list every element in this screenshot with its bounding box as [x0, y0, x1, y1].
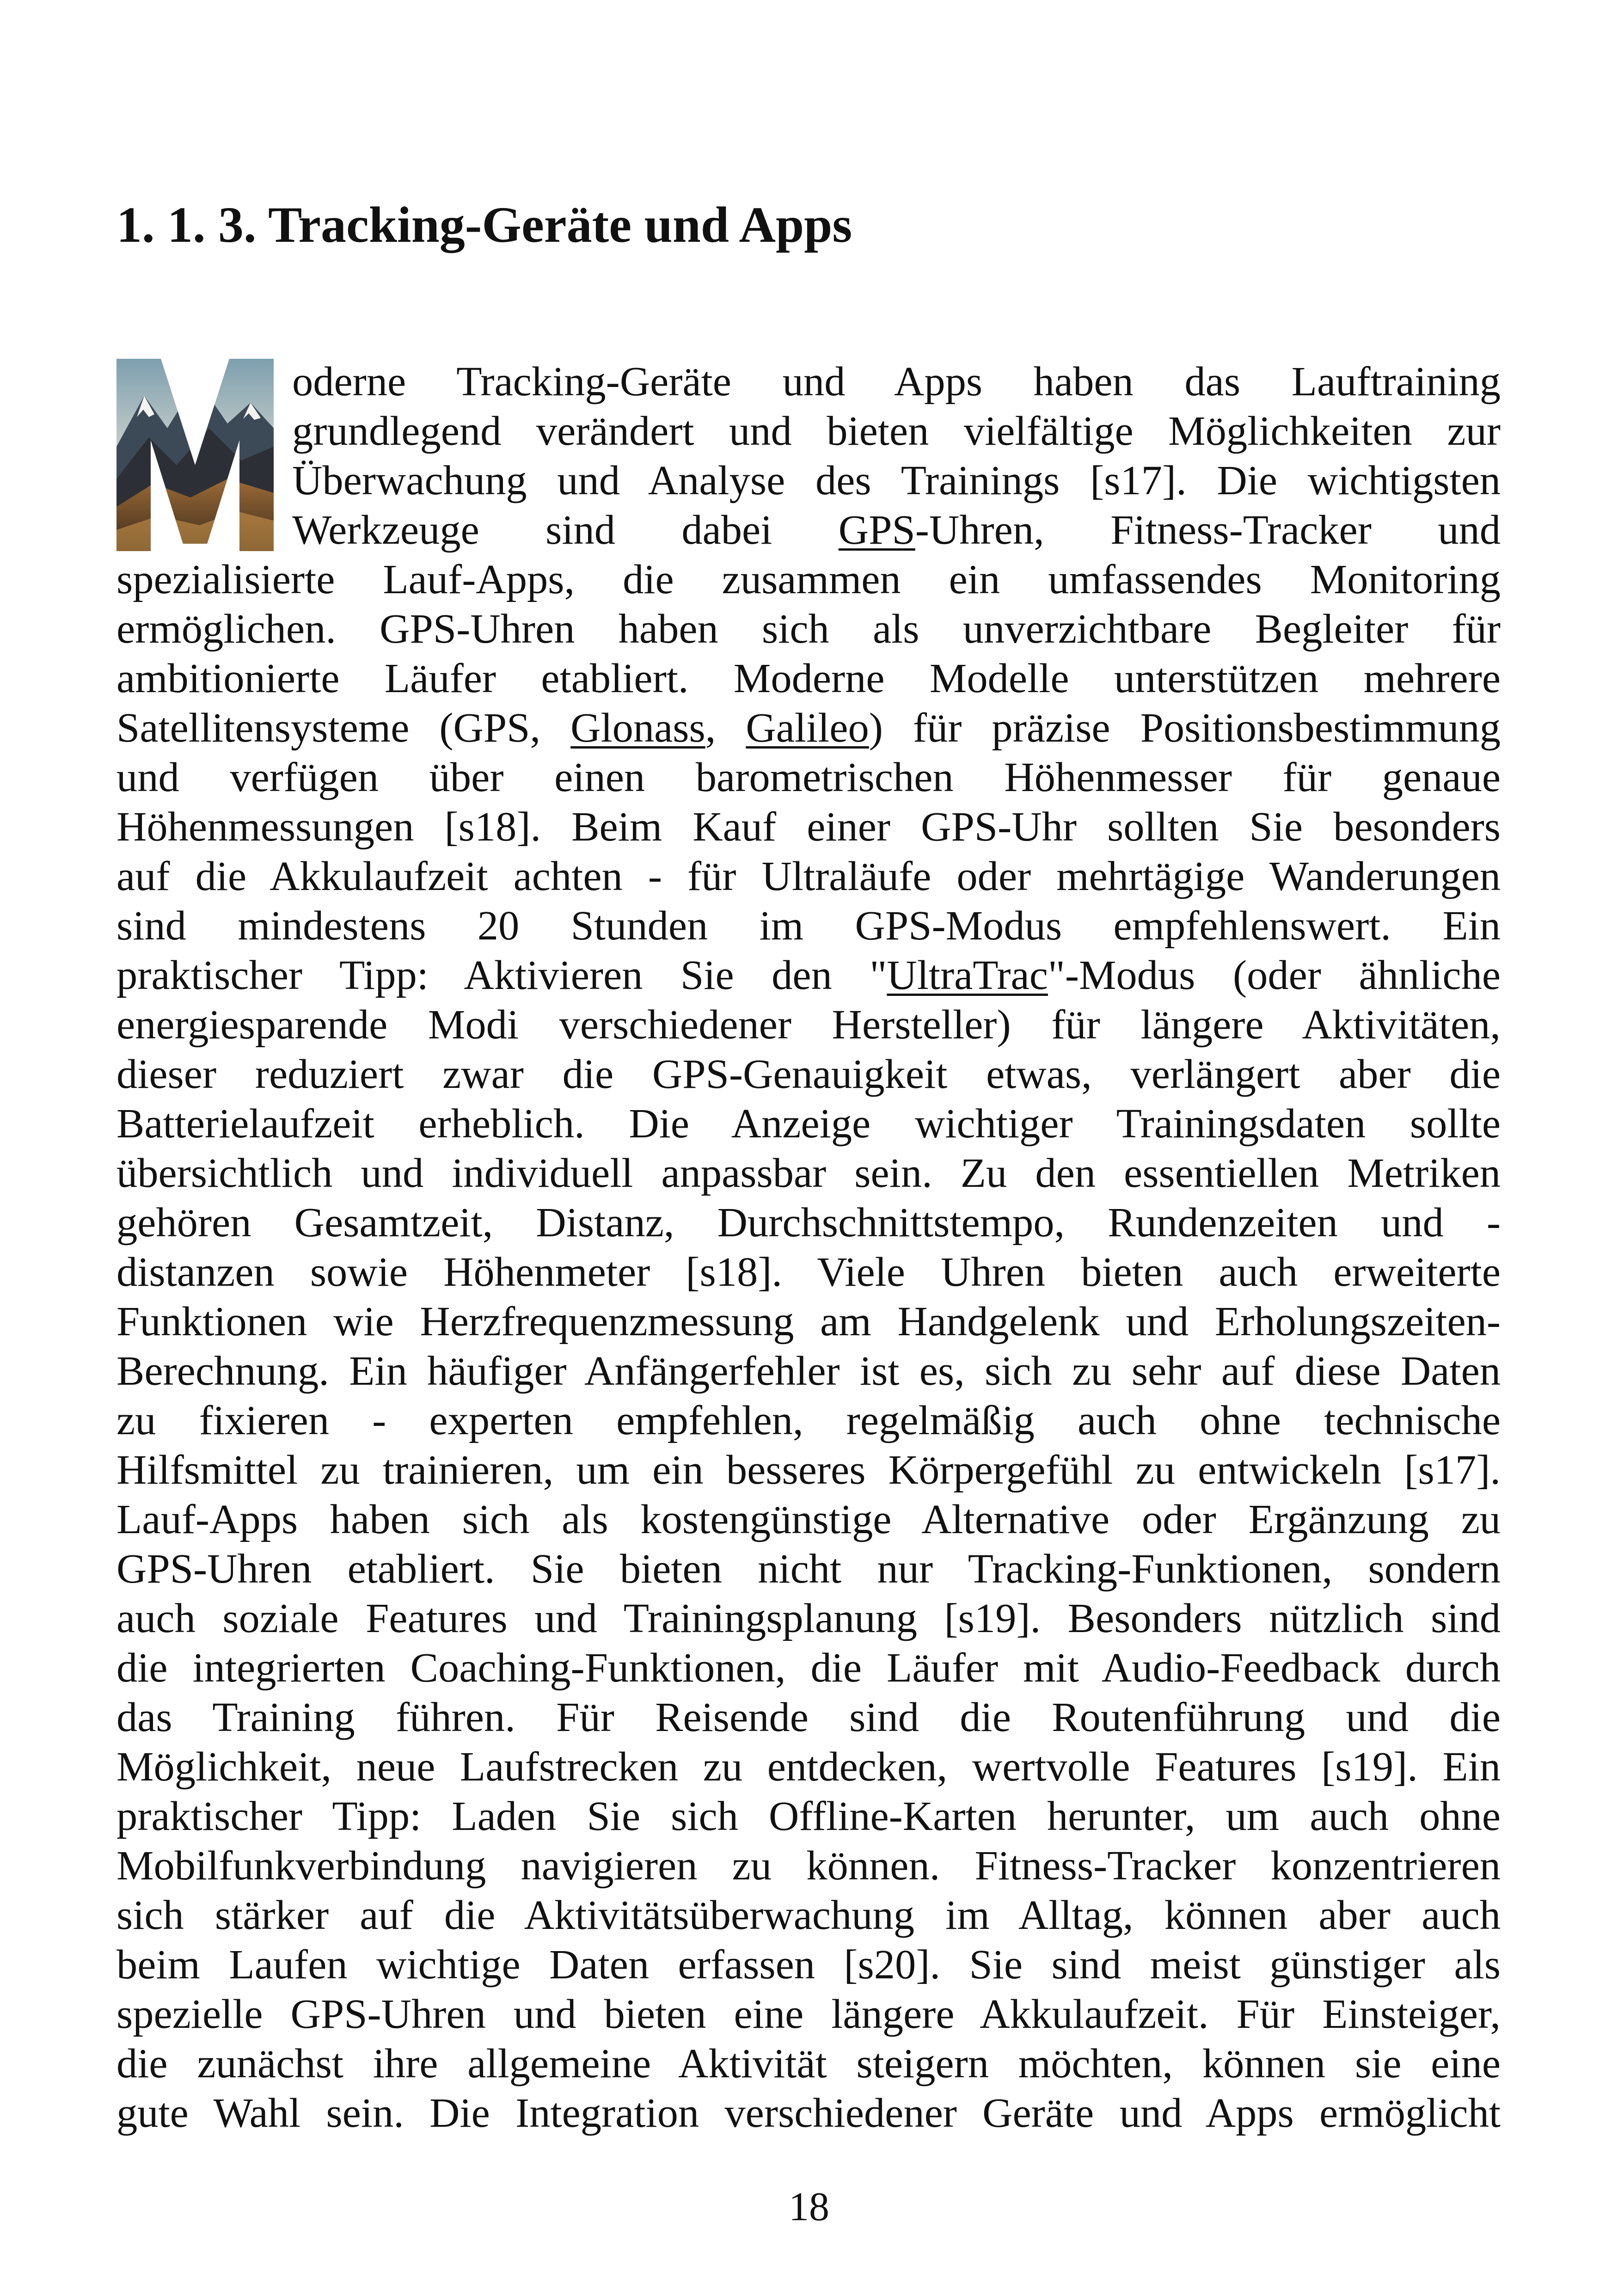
text-line — [116, 901, 1501, 950]
text-segment: distanzen sowie Höhenmeter [s18]. Viele Uhren bieten auch erweiterte — [116, 1248, 1501, 1295]
text-segment: energiesparende Modi verschiedener Hersteller) für längere Aktivitäten, — [116, 1001, 1501, 1048]
text-line — [292, 406, 1501, 455]
body-paragraph — [116, 356, 1501, 2141]
text-segment: grundlegend verändert und bieten vielfältige Möglichkeiten zur — [292, 407, 1501, 454]
text-line — [116, 1148, 1501, 1197]
text-segment: zu fixieren - experten empfehlen, regelmäßig auch ohne technische — [116, 1397, 1501, 1443]
text-segment: Möglichkeit, neue Laufstrecken zu entdecken, wertvolle Features [s19]. Ein — [116, 1743, 1501, 1790]
text-segment: oderne Tracking-Geräte und Apps haben das Lauftraining — [292, 358, 1501, 405]
text-line — [116, 2038, 1501, 2088]
text-segment: auch soziale Features und Trainingsplanung [s19]. Besonders nützlich sind — [116, 1595, 1501, 1641]
glossary-link[interactable]: Glonass — [570, 704, 705, 751]
text-line — [116, 1346, 1501, 1395]
text-line — [116, 604, 1501, 653]
text-line — [116, 1593, 1501, 1643]
text-segment: "-Modus (oder ähnliche — [1048, 952, 1501, 998]
page-number: 18 — [789, 2185, 829, 2229]
text-segment: , — [705, 704, 746, 751]
text-line — [116, 1940, 1501, 1989]
text-line — [116, 1989, 1501, 2038]
text-segment: Lauf-Apps haben sich als kostengünstige Alternative oder Ergänzung zu — [116, 1496, 1501, 1542]
text-segment: praktischer Tipp: Laden Sie sich Offline-Karten herunter, um auch ohne — [116, 1793, 1501, 1839]
text-line — [116, 802, 1501, 851]
text-segment: ambitionierte Läufer etabliert. Moderne Modelle unterstützen mehrere — [116, 655, 1501, 701]
text-line — [116, 1049, 1501, 1099]
text-segment: -Uhren, Fitness-Tracker und — [915, 506, 1501, 553]
text-line — [116, 950, 1501, 1000]
text-segment: Funktionen wie Herzfrequenzmessung am Handgelenk und Erholungszeiten- — [116, 1298, 1501, 1344]
text-segment: dieser reduziert zwar die GPS-Genauigkeit etwas, verlängert aber die — [116, 1050, 1501, 1097]
text-segment: gehören Gesamtzeit, Distanz, Durchschnittstempo, Rundenzeiten und - — [116, 1199, 1501, 1246]
text-segment: Werkzeuge sind dabei — [292, 506, 839, 553]
text-segment: das Training führen. Für Reisende sind die Routenführung und die — [116, 1694, 1501, 1740]
text-segment: GPS-Uhren etabliert. Sie bieten nicht nur Tracking-Funktionen, sondern — [116, 1545, 1501, 1592]
glossary-link[interactable]: GPS — [838, 506, 915, 553]
text-segment: spezielle GPS-Uhren und bieten eine längere Akkulaufzeit. Für Einsteiger, — [116, 1990, 1501, 2037]
text-segment: ) für präzise Positionsbestimmung — [869, 704, 1501, 751]
text-segment: auf die Akkulaufzeit achten - für Ultraläufe oder mehrtägige Wanderungen — [116, 853, 1501, 899]
text-segment: beim Laufen wichtige Daten erfassen [s20]. Sie sind meist günstiger als — [116, 1941, 1501, 1988]
text-segment: die integrierten Coaching-Funktionen, die Läufer mit Audio-Feedback durch — [116, 1644, 1501, 1691]
text-segment: Hilfsmittel zu trainieren, um ein besseres Körpergefühl zu entwickeln [s17]. — [116, 1446, 1501, 1493]
text-segment: und verfügen über einen barometrischen Höhenmesser für genaue — [116, 754, 1501, 800]
text-line — [292, 356, 1501, 406]
text-line — [116, 851, 1501, 901]
text-segment: Satellitensysteme (GPS, — [116, 704, 571, 751]
text-segment: praktischer Tipp: Aktivieren Sie den " — [116, 952, 887, 998]
text-segment: ermöglichen. GPS-Uhren haben sich als unverzichtbare Begleiter für — [116, 605, 1501, 652]
text-segment: Berechnung. Ein häufiger Anfängerfehler ist es, sich zu sehr auf diese Daten — [116, 1347, 1501, 1394]
text-segment: Überwachung und Analyse des Trainings [s17]. Die wichtigsten — [292, 457, 1501, 503]
text-line — [116, 1643, 1501, 1692]
text-line — [116, 1494, 1501, 1544]
text-line — [116, 1296, 1501, 1346]
text-line — [116, 1692, 1501, 1742]
text-line — [116, 752, 1501, 802]
glossary-link[interactable]: Galileo — [746, 704, 869, 751]
section-heading: 1. 1. 3. Tracking-Geräte und Apps — [116, 196, 852, 253]
text-segment: die zunächst ihre allgemeine Aktivität steigern möchten, können sie eine — [116, 2040, 1501, 2087]
text-line — [116, 1247, 1501, 1296]
glossary-link[interactable]: UltraTrac — [887, 952, 1048, 998]
text-line — [116, 2088, 1501, 2137]
text-line — [116, 1445, 1501, 1494]
text-segment: sind mindestens 20 Stunden im GPS-Modus empfehlenswert. Ein — [116, 902, 1501, 949]
text-segment: übersichtlich und individuell anpassbar sein. Zu den essentiellen Metriken — [116, 1149, 1501, 1196]
text-line — [116, 1791, 1501, 1841]
text-line — [116, 1197, 1501, 1247]
text-segment: Höhenmessungen [s18]. Beim Kauf einer GPS-Uhr sollten Sie besonders — [116, 803, 1501, 850]
text-line — [116, 653, 1501, 703]
text-line — [292, 505, 1501, 554]
text-line — [116, 1000, 1501, 1049]
text-line — [116, 1395, 1501, 1445]
text-segment: Batterielaufzeit erheblich. Die Anzeige wichtiger Trainingsdaten sollte — [116, 1100, 1501, 1147]
text-segment: Mobilfunkverbindung navigieren zu können. Fitness-Tracker konzentrieren — [116, 1842, 1501, 1889]
text-segment: spezialisierte Lauf-Apps, die zusammen ein umfassendes Monitoring — [116, 556, 1501, 602]
text-line — [292, 455, 1501, 505]
text-line — [116, 1890, 1501, 1940]
text-line — [116, 1841, 1501, 1890]
text-line — [116, 1099, 1501, 1148]
text-line — [116, 554, 1501, 604]
text-line — [116, 703, 1501, 752]
text-line — [116, 1742, 1501, 1791]
text-line — [116, 1544, 1501, 1593]
text-segment: gute Wahl sein. Die Integration verschiedener Geräte und Apps ermöglicht — [116, 2089, 1501, 2136]
text-segment: sich stärker auf die Aktivitätsüberwachung im Alltag, können aber auch — [116, 1891, 1501, 1938]
